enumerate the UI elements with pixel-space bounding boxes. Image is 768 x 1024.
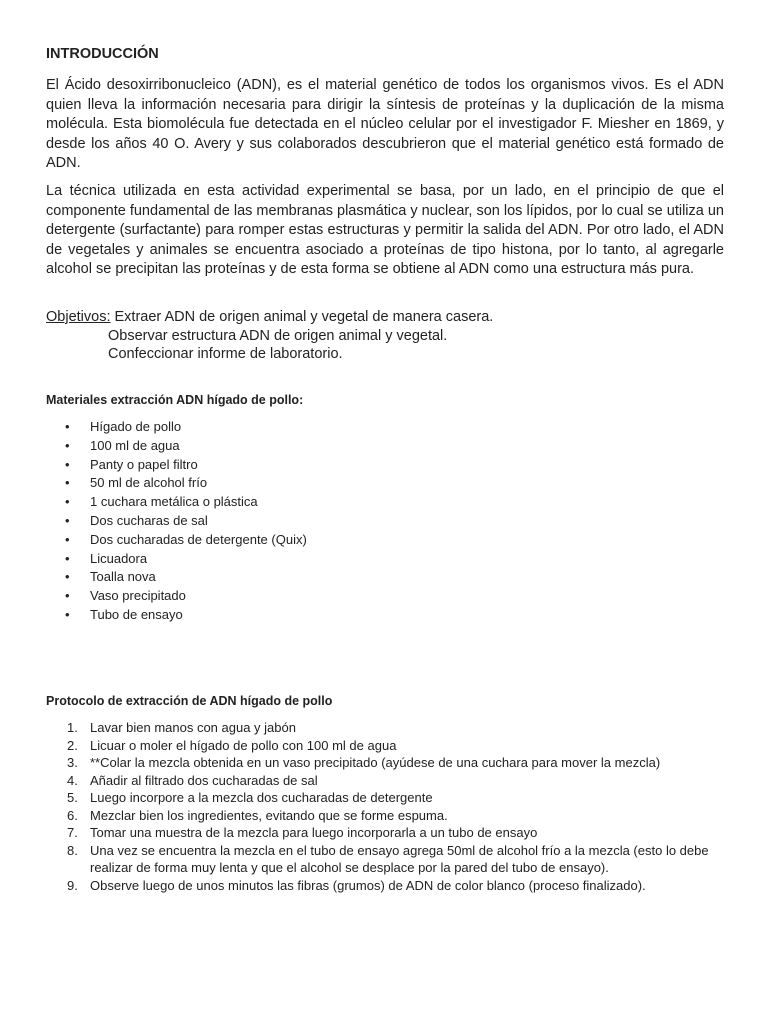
- step-text: Añadir al filtrado dos cucharadas de sal: [90, 772, 318, 788]
- step-text: Tomar una muestra de la mezcla para luego incorporarla a un tubo de ensayo: [90, 825, 538, 840]
- step-number: 6.: [67, 807, 78, 823]
- step-text: Observe luego de unos minutos las fibras (grumos) de ADN de color blanco (proceso finalizado).: [90, 877, 646, 893]
- list-item: • 100 ml de agua: [46, 437, 307, 456]
- objective-item: Confeccionar informe de laboratorio.: [108, 346, 343, 362]
- intro-paragraph-2: La técnica utilizada en esta actividad experimental se basa, por un lado, en el principio de que el componente fundamental de las membranas plasmática y nuclear, son los lípidos, por lo cual se utiliza un detergente (surfactante) para romper estas estructuras y permitir la salida del ADN. Por otro lado, el ADN de vegetales y animales se encuentra asociado a proteínas de tipo histona, por lo tanto, al agregarle alcohol se precipitan las proteínas y de esta forma se obtiene al ADN como una estructura más pura.: [46, 183, 724, 278]
- list-item: [46, 719, 724, 737]
- list-item: • 1 cuchara metálica o plástica: [46, 493, 307, 512]
- list-item: • Vaso precipitado: [46, 587, 307, 606]
- step-text: Licuar o moler el hígado de pollo con 100 ml de agua: [90, 737, 397, 753]
- page-title: INTRODUCCIÓN: [46, 46, 159, 62]
- list-item: [46, 772, 724, 790]
- bullet-icon: •: [65, 606, 70, 622]
- list-item: [46, 842, 724, 877]
- objective-item: Extraer ADN de origen animal y vegetal de manera casera.: [114, 309, 494, 325]
- step-text: **Colar la mezcla obtenida en un vaso precipitado (ayúdese de una cuchara para mover la mezcla): [90, 755, 661, 770]
- list-item: • Hígado de pollo: [46, 418, 307, 437]
- list-item: [46, 737, 724, 755]
- bullet-icon: •: [65, 437, 70, 453]
- list-item: [46, 754, 724, 772]
- list-item: • Tubo de ensayo: [46, 606, 307, 625]
- list-item: • Licuadora: [46, 550, 307, 569]
- bullet-icon: •: [65, 419, 70, 434]
- bullet-icon: •: [65, 588, 70, 604]
- list-item: • Toalla nova: [46, 568, 307, 587]
- list-item: • 50 ml de alcohol frío: [46, 474, 307, 493]
- list-item: [46, 877, 724, 895]
- step-text: Una vez se encuentra la mezcla en el tubo de ensayo agrega 50ml de alcohol frío a la mezcla (esto lo debe realizar de forma muy lenta y que el alcohol se desplace por la pared del tubo de ensayo).: [90, 842, 709, 875]
- objectives-row-1: [46, 308, 493, 327]
- bullet-icon: •: [65, 531, 70, 547]
- bullet-icon: •: [65, 494, 70, 510]
- bullet-icon: •: [65, 550, 70, 566]
- step-number: 3.: [67, 755, 78, 770]
- list-item: [46, 807, 724, 825]
- step-text: Lavar bien manos con agua y jabón: [90, 720, 296, 735]
- list-item: • Dos cucharas de sal: [46, 512, 307, 531]
- protocol-heading: Protocolo de extracción de ADN hígado de pollo: [46, 694, 333, 708]
- materials-heading: Materiales extracción ADN hígado de pollo:: [46, 393, 304, 407]
- protocol-list: [46, 719, 724, 894]
- step-number: 4.: [67, 772, 78, 788]
- bullet-icon: •: [65, 569, 70, 585]
- step-number: 2.: [67, 737, 78, 753]
- objective-item: Observar estructura ADN de origen animal y vegetal.: [108, 327, 448, 344]
- bullet-icon: •: [65, 475, 70, 491]
- materials-list: [46, 418, 307, 625]
- objectives-section: [46, 308, 493, 364]
- list-item: [46, 789, 724, 807]
- step-text: Mezclar bien los ingredientes, evitando que se forme espuma.: [90, 807, 448, 823]
- step-number: 8.: [67, 842, 78, 858]
- objectives-label: Objetivos:: [46, 309, 111, 325]
- step-text: Luego incorpore a la mezcla dos cucharadas de detergente: [90, 790, 433, 805]
- intro-paragraph-1: El Ácido desoxirribonucleico (ADN), es el material genético de todos los organismos vivos. Es el ADN quien lleva la información necesaria para dirigir la síntesis de proteínas y la duplicación de la misma molécula. Esta biomolécula fue detectada en el núcleo celular por el investigador F. Miesher en 1869, y desde los años 40 O. Avery y sus colaborados descubrieron que el material genético está formado de ADN.: [46, 77, 724, 172]
- step-number: 7.: [67, 825, 78, 840]
- list-item: • Dos cucharadas de detergente (Quix): [46, 531, 307, 550]
- bullet-icon: •: [65, 512, 70, 528]
- step-number: 5.: [67, 790, 78, 805]
- list-item: [46, 824, 724, 842]
- step-number: 1.: [67, 720, 78, 735]
- list-item: • Panty o papel filtro: [46, 456, 307, 475]
- step-number: 9.: [67, 877, 78, 893]
- bullet-icon: •: [65, 456, 70, 472]
